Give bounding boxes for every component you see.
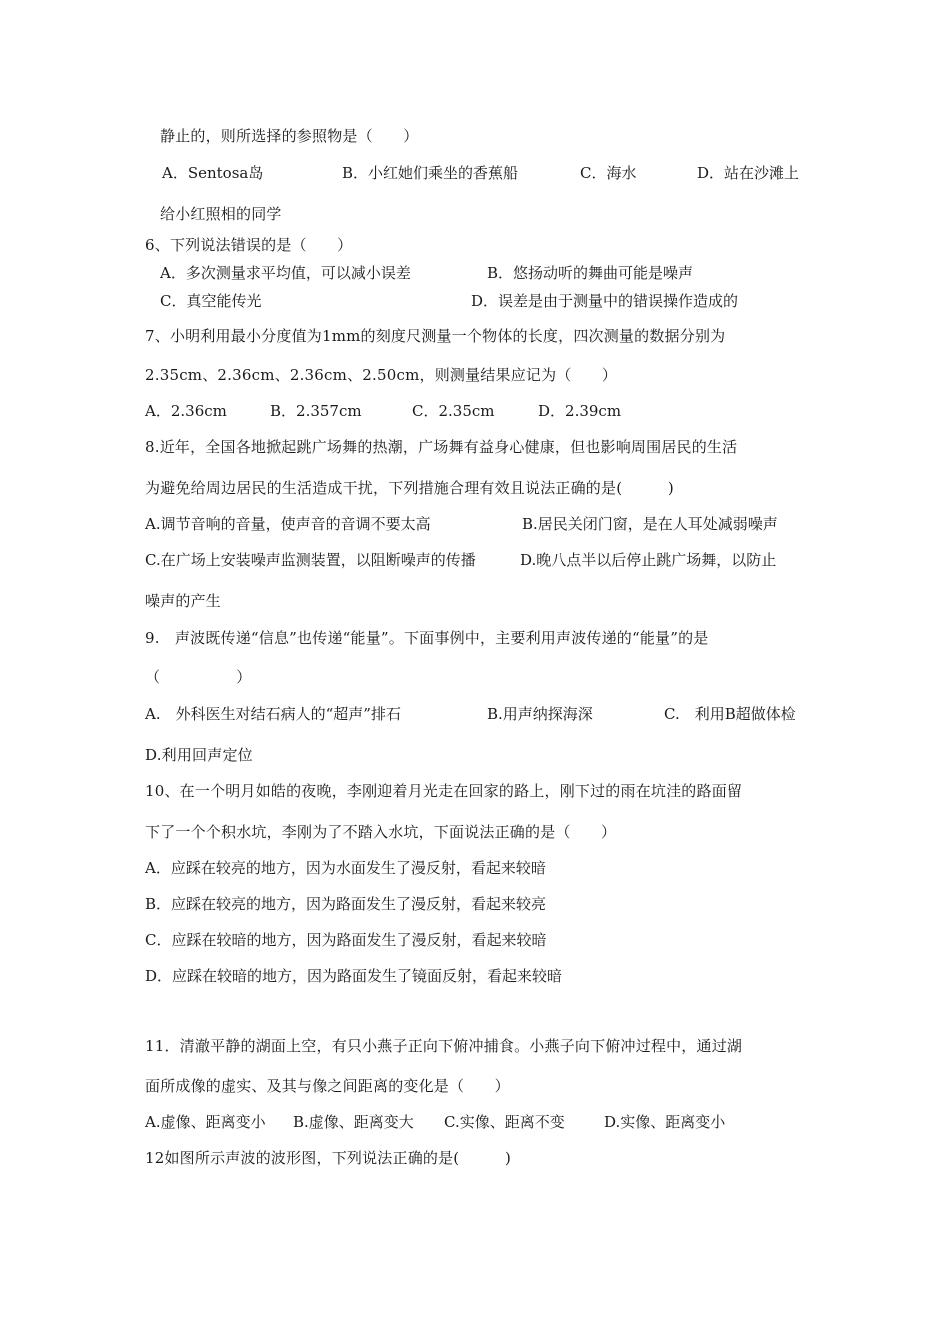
q9-stem-line-2: （ ） — [145, 668, 252, 686]
q8-option-c: C.在广场上安装噪声监测装置，以阻断噪声的传播 — [145, 551, 476, 569]
q7-option-b: B．2.357cm — [270, 402, 362, 420]
q8-stem-line-1: 8.近年，全国各地掀起跳广场舞的热潮，广场舞有益身心健康，但也影响周围居民的生活 — [145, 438, 738, 456]
q11-option-d: D.实像、距离变小 — [604, 1113, 726, 1131]
q6-option-c: C．真空能传光 — [160, 292, 262, 310]
q6-option-a: A．多次测量求平均值，可以减小误差 — [160, 264, 411, 282]
q10-option-b: B．应踩在较亮的地方，因为路面发生了漫反射，看起来较亮 — [145, 895, 547, 913]
q5-option-a: A．Sentosa岛 — [162, 164, 264, 182]
q6-option-d: D．误差是由于测量中的错误操作造成的 — [471, 292, 739, 310]
q6-stem: 6、下列说法错误的是（ ） — [145, 236, 353, 254]
q9-stem-line-1: 9. 声波既传递“信息”也传递“能量”。下面事例中，主要利用声波传递的“能量”的是 — [145, 629, 709, 647]
q11-stem-line-1: 11．清澈平静的湖面上空，有只小燕子正向下俯冲捕食。小燕子向下俯冲过程中，通过湖 — [145, 1037, 743, 1055]
q11-option-a: A.虚像、距离变小 — [145, 1113, 266, 1131]
q5-option-d: D．站在沙滩上 — [697, 164, 800, 182]
q8-option-d-continued: 噪声的产生 — [145, 592, 222, 610]
q7-option-a: A．2.36cm — [145, 402, 227, 420]
q8-option-a: A.调节音响的音量，使声音的音调不要太高 — [145, 515, 431, 533]
q8-option-b: B.居民关闭门窗，是在人耳处减弱噪声 — [522, 515, 778, 533]
q5-option-b: B．小红她们乘坐的香蕉船 — [342, 164, 519, 182]
q6-option-b: B．悠扬动听的舞曲可能是噪声 — [487, 264, 694, 282]
q10-stem-line-2: 下了一个个积水坑，李刚为了不踏入水坑，下面说法正确的是（ ） — [145, 823, 617, 841]
q11-option-c: C.实像、距离不变 — [444, 1113, 565, 1131]
q9-option-d: D.利用回声定位 — [145, 746, 253, 764]
q11-stem-line-2: 面所成像的虚实、及其与像之间距离的变化是（ ） — [145, 1077, 510, 1095]
q5-option-d-continued: 给小红照相的同学 — [160, 205, 282, 223]
q10-option-d: D．应踩在较暗的地方，因为路面发生了镜面反射，看起来较暗 — [145, 967, 563, 985]
q11-option-b: B.虚像、距离变大 — [293, 1113, 414, 1131]
q5-option-c: C．海水 — [580, 164, 637, 182]
q7-stem-line-2: 2.35cm、2.36cm、2.36cm、2.50cm，则测量结果应记为（ ） — [145, 366, 618, 384]
q10-option-a: A．应踩在较亮的地方，因为水面发生了漫反射，看起来较暗 — [145, 859, 546, 877]
q9-option-b: B.用声纳探海深 — [487, 705, 593, 723]
q7-option-d: D．2.39cm — [538, 402, 622, 420]
q8-stem-line-2: 为避免给周边居民的生活造成干扰，下列措施合理有效且说法正确的是( ) — [145, 479, 674, 497]
q7-option-c: C．2.35cm — [412, 402, 495, 420]
q12-stem: 12如图所示声波的波形图，下列说法正确的是( ) — [145, 1149, 511, 1167]
q8-option-d: D.晚八点半以后停止跳广场舞，以防止 — [520, 551, 777, 569]
q9-option-c: C. 利用B超做体检 — [664, 705, 796, 723]
q10-stem-line-1: 10、在一个明月如皓的夜晚，李刚迎着月光走在回家的路上，刚下过的雨在坑洼的路面留 — [145, 782, 743, 800]
q5-stem-line: 静止的，则所选择的参照物是（ ） — [160, 127, 419, 145]
q10-option-c: C．应踩在较暗的地方，因为路面发生了漫反射，看起来较暗 — [145, 931, 547, 949]
q7-stem-line-1: 7、小明利用最小分度值为1mm的刻度尺测量一个物体的长度，四次测量的数据分别为 — [145, 327, 726, 345]
q9-option-a: A. 外科医生对结石病人的“超声”排石 — [145, 705, 401, 723]
